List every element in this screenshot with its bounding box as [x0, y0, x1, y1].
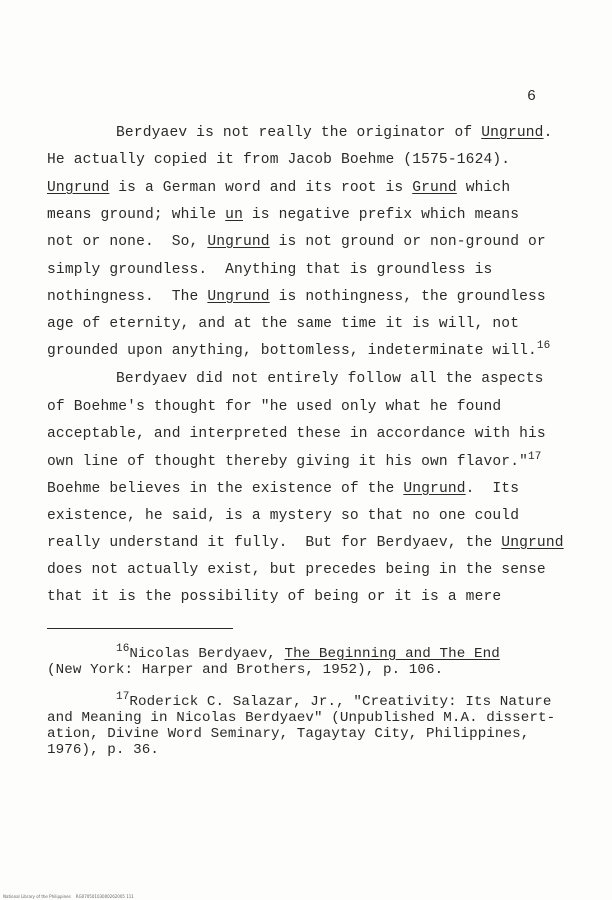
text-line: not or none. So, Ungrund is not ground or non-ground or [47, 234, 546, 250]
footnote-17-line: ation, Divine Word Seminary, Tagaytay City, Philippines, [47, 726, 530, 742]
text-line: grounded upon anything, bottomless, indeterminate will.$^{16}$ [47, 340, 551, 359]
page-number: 6 [527, 88, 537, 105]
text-line: really understand it fully. But for Berdyaev, the Ungrund [47, 535, 564, 551]
footnote-divider [47, 628, 233, 629]
text-line: does not actually exist, but precedes being in the sense [47, 562, 546, 578]
text-line: of Boehme's thought for "he used only what he found [47, 399, 502, 415]
text-line: own line of thought thereby giving it his own flavor."$^{17}$ [47, 451, 542, 470]
text-line: means ground; while un is negative prefix which means [47, 207, 520, 223]
text-line: Berdyaev is not really the originator of Ungrund. [116, 125, 553, 141]
text-line: He actually copied it from Jacob Boehme (1575-1624). [47, 152, 511, 168]
text-line: nothingness. The Ungrund is nothingness, the groundless [47, 289, 546, 305]
footnote-16-line: (New York: Harper and Brothers, 1952), p. 106. [47, 662, 444, 678]
text-line: Boehme believes in the existence of the Ungrund. Its [47, 481, 520, 497]
text-line: simply groundless. Anything that is groundless is [47, 262, 493, 278]
text-line: Ungrund is a German word and its root is Grund which [47, 180, 511, 196]
text-line: Berdyaev did not entirely follow all the aspects [116, 371, 544, 387]
footnote-16-line: $^{16}$Nicolas Berdyaev, The Beginning and The End [116, 643, 500, 662]
text-line: age of eternity, and at the same time it is will, not [47, 316, 520, 332]
text-line: that it is the possibility of being or it is a mere [47, 589, 502, 605]
text-line: acceptable, and interpreted these in accordance with his [47, 426, 546, 442]
footnote-17-line: $^{17}$Roderick C. Salazar, Jr., "Creativity: Its Nature [116, 691, 552, 710]
footnote-17-line: 1976), p. 36. [47, 742, 159, 758]
footnote-17-line: and Meaning in Nicolas Berdyaev" (Unpublished M.A. dissert- [47, 710, 556, 726]
footnote-ref: 17 [528, 451, 542, 463]
archive-stamp: National Library of the Philippines RG07050103000262005 111 [3, 894, 134, 899]
text-line: existence, he said, is a mystery so that no one could [47, 508, 520, 524]
footnote-ref: 16 [536, 340, 551, 352]
